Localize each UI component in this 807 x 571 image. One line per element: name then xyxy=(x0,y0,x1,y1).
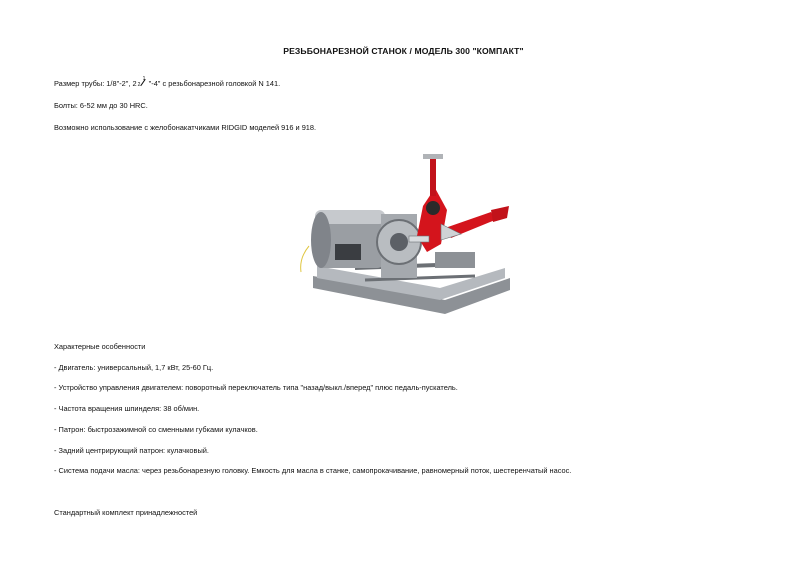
die-head-hub xyxy=(426,201,440,215)
reamer-handle xyxy=(491,206,509,222)
die-head xyxy=(417,188,447,252)
feature-item: - Задний центрирующий патрон: кулачковый. xyxy=(54,446,209,455)
feature-item: - Патрон: быстрозажимной со сменными губками кулачков. xyxy=(54,425,258,434)
motor-end-cap xyxy=(311,212,331,268)
feature-item: - Двигатель: универсальный, 1,7 кВт, 25-60 Гц. xyxy=(54,363,214,372)
cutter-handle xyxy=(423,154,443,159)
page-title: РЕЗЬБОНАРЕЗНОЙ СТАНОК / МОДЕЛЬ 300 "КОМПАКТ" xyxy=(283,46,524,56)
fraction-one-half xyxy=(138,79,148,88)
chuck-center xyxy=(390,233,408,251)
power-cord xyxy=(301,246,309,272)
fraction-bar xyxy=(137,79,145,88)
pipe-size-suffix: "-4" с резьбонарезной головкой N 141. xyxy=(148,79,281,88)
fraction-denominator: 2 xyxy=(137,82,141,88)
features-heading: Характерные особенности xyxy=(54,342,146,351)
cutter-screw xyxy=(430,156,436,196)
feature-item: - Устройство управления двигателем: поворотный переключатель типа "назад/выкл./вперед" плюс педаль-пускатель. xyxy=(54,383,458,392)
pipe-size-line xyxy=(54,79,280,89)
bolts-line: Болты: 6-52 мм до 30 HRC. xyxy=(54,101,148,110)
accessories-heading: Стандартный комплект принадлежностей xyxy=(54,508,198,517)
pipe-threading-machine-image xyxy=(295,148,525,323)
pipe-stock xyxy=(409,236,429,242)
pipe-size-prefix: Размер трубы: 1/8"-2", 2 xyxy=(54,79,137,88)
motor-switch-box xyxy=(335,244,361,260)
carriage xyxy=(435,252,475,268)
grooving-line: Возможно использование с желобонакатчиками RIDGID моделей 916 и 918. xyxy=(54,123,317,132)
feature-item: - Система подачи масла: через резьбонарезную головку. Емкость для масла в станке, самопрокачивание, равномерный поток, шестеренчатый насос. xyxy=(54,466,572,475)
feature-item: - Частота вращения шпинделя: 38 об/мин. xyxy=(54,404,200,413)
